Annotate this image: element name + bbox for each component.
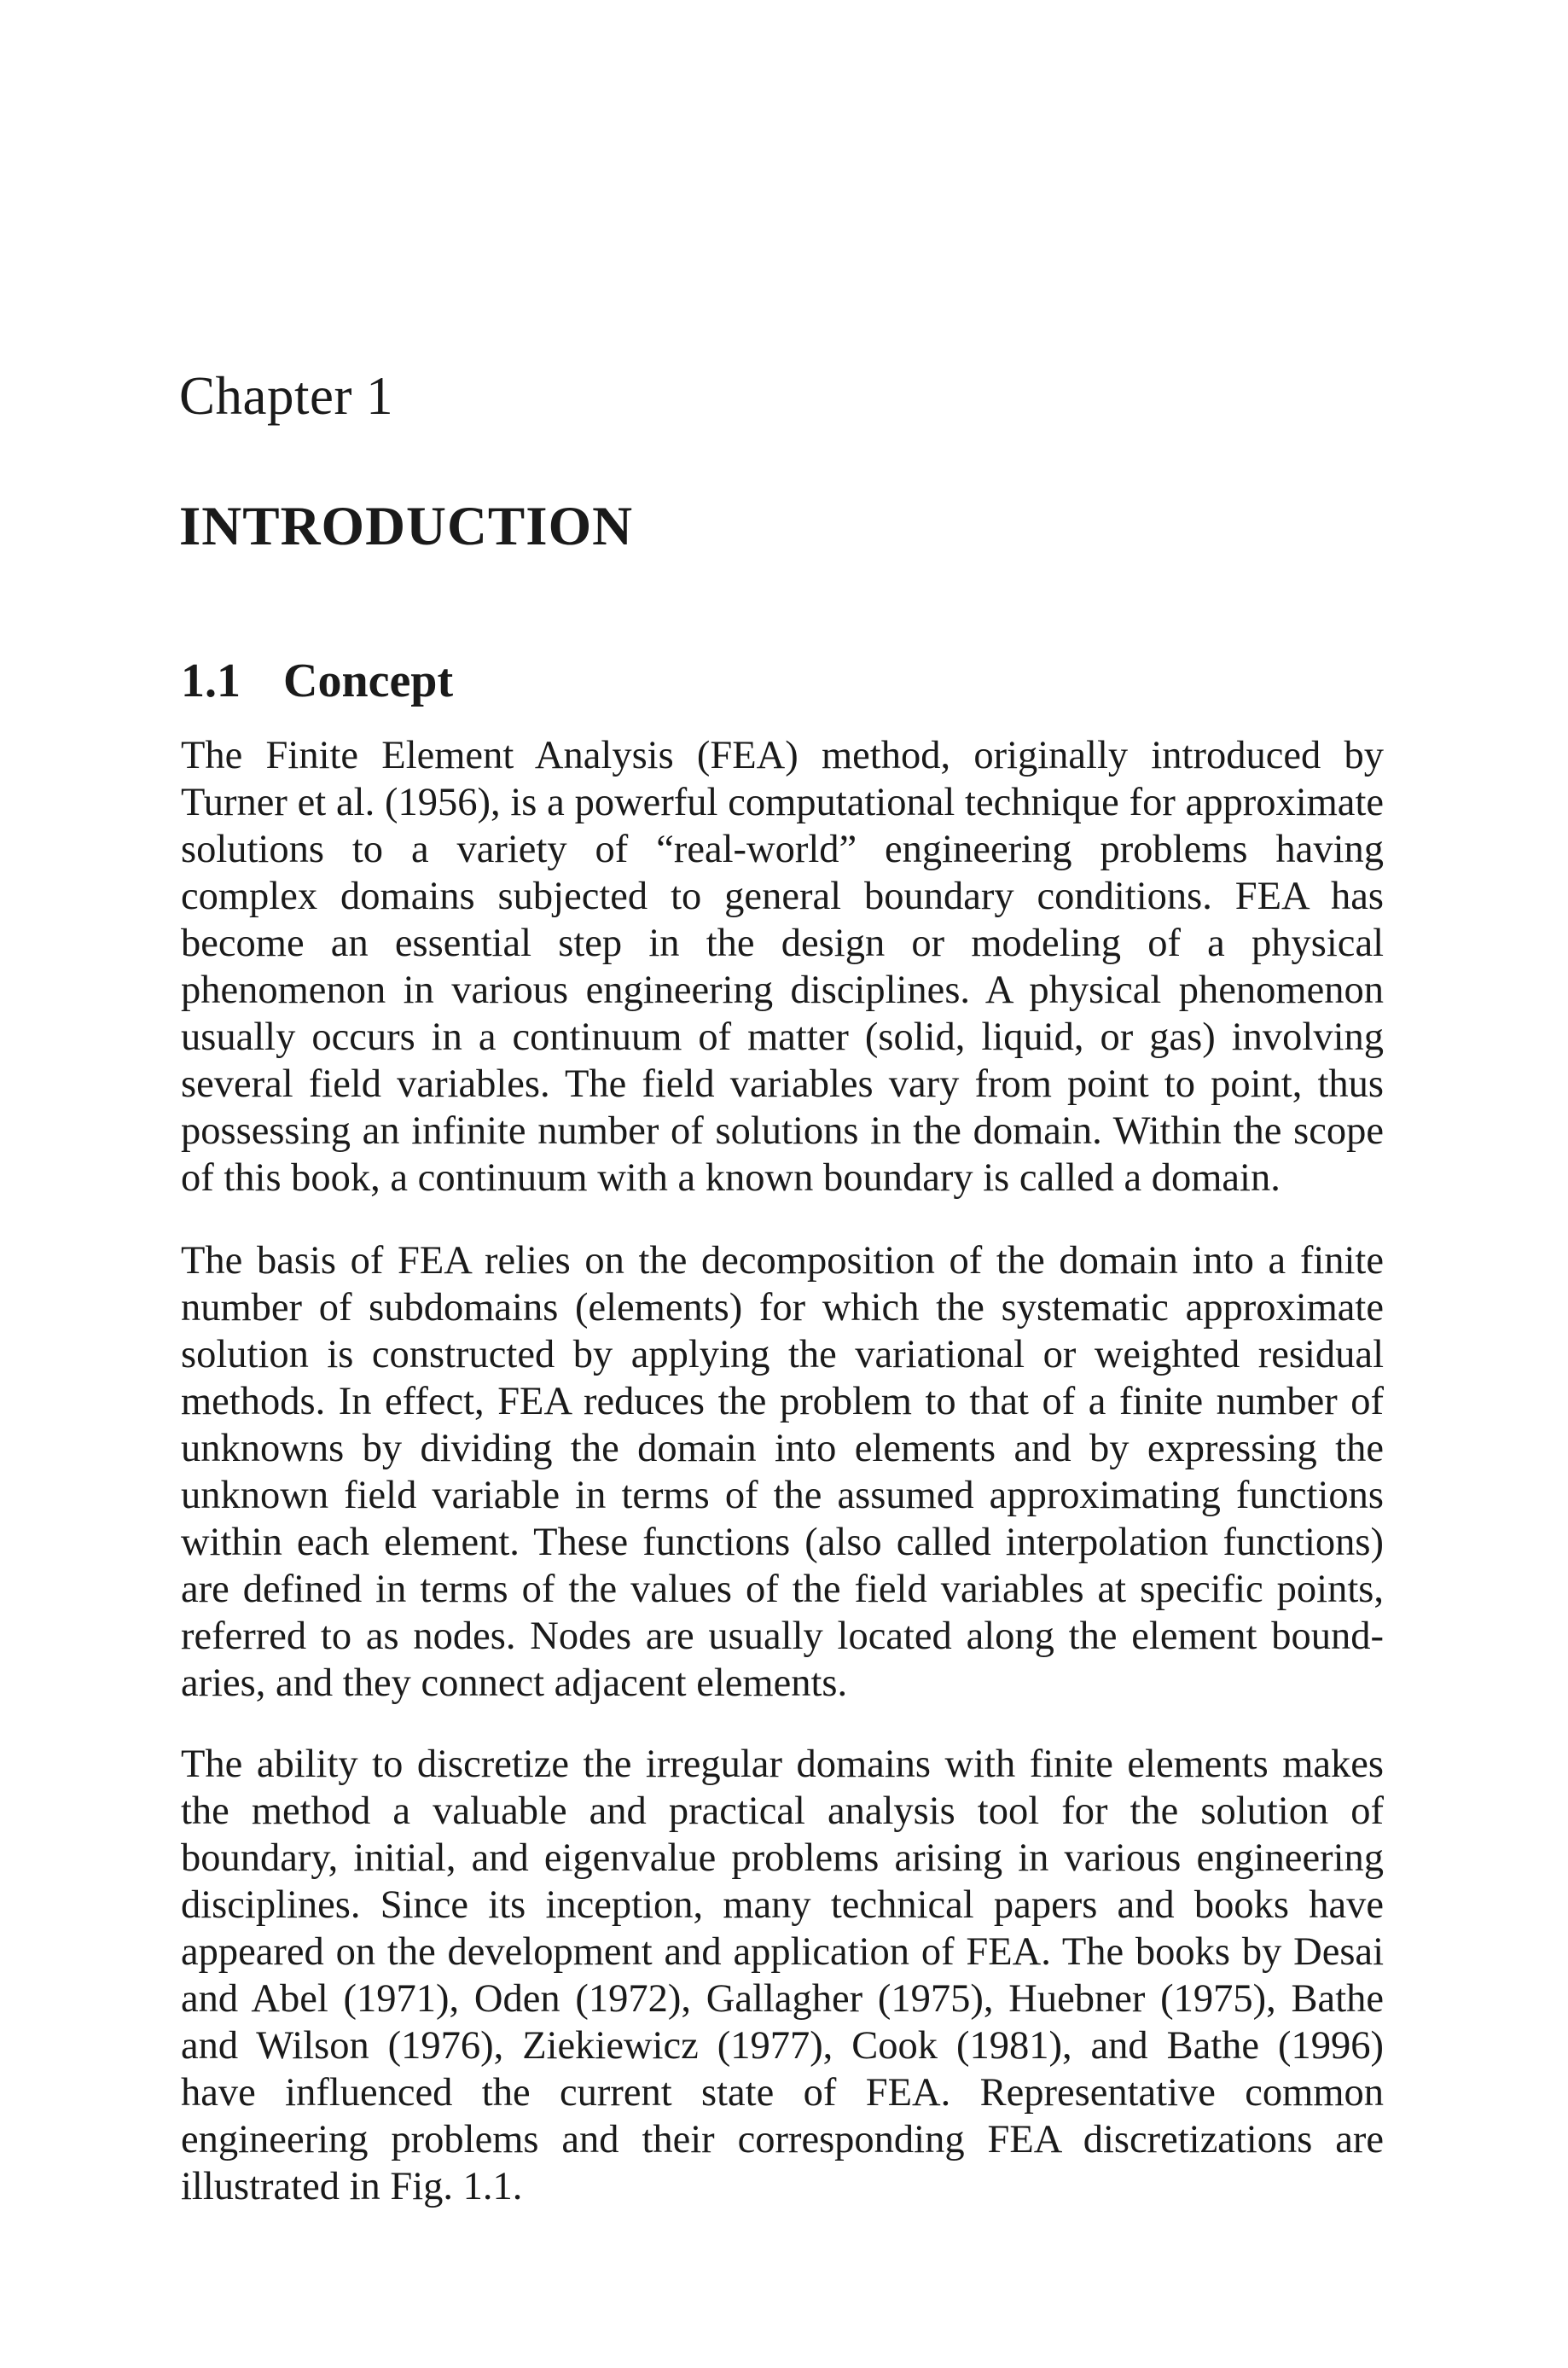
chapter-label: Chapter 1 [179, 366, 394, 426]
section-title: Concept [283, 655, 454, 707]
paragraph-2: The basis of FEA relies on the decomposition of the domain into a finite number of subdomains (elements) for which the systematic approximate solution is constructed by applying the variational or weighted residual methods. In effect, FEA reduces the problem to that of a finite number of unknowns by dividing the domain into elements and by expressing the unknown field variable in terms of the assumed approximating functions within each element. These functions (also called interpolation functions) are defined in terms of the values of the field variables at specific points, referred to as nodes. Nodes are usually located along the element boundaries, and they connect adjacent elements. [181, 1239, 1384, 1705]
chapter-title: INTRODUCTION [179, 496, 634, 557]
section-number: 1.1 [181, 655, 241, 707]
paragraph-3: The ability to discretize the irregular domains with finite elements makes the method a valuable and practical analysis tool for the solution of boundary, initial, and eigenvalue problems arising in various engineering disciplines. Since its inception, many technical papers and books have appeared on the development and application of FEA. The books by Desai and Abel (1971), Oden (1972), Gallagher (1975), Huebner (1975), Bathe and Wilson (1976), Ziekiewicz (1977), Cook (1981), and Bathe (1996) have influenced the current state of FEA. Representative common engineering problems and their corresponding FEA discretizations are illustrated in Fig. 1.1. [181, 1743, 1384, 2208]
paragraph-1: The Finite Element Analysis (FEA) method, originally introduced by Turner et al. (1956), is a powerful computational technique for approximate solutions to a variety of “real-world” engineering problems having complex domains subjected to general boundary conditions. FEA has become an essential step in the design or modeling of a physical phenomenon in various engineering disciplines. A physical phenomenon usually occurs in a continuum of matter (solid, liquid, or gas) involving several field variables. The field variables vary from point to point, thus possessing an infinite number of solutions in the domain. Within the scope of this book, a continuum with a known boundary is called a domain. [181, 734, 1384, 1200]
section-heading [181, 655, 453, 708]
